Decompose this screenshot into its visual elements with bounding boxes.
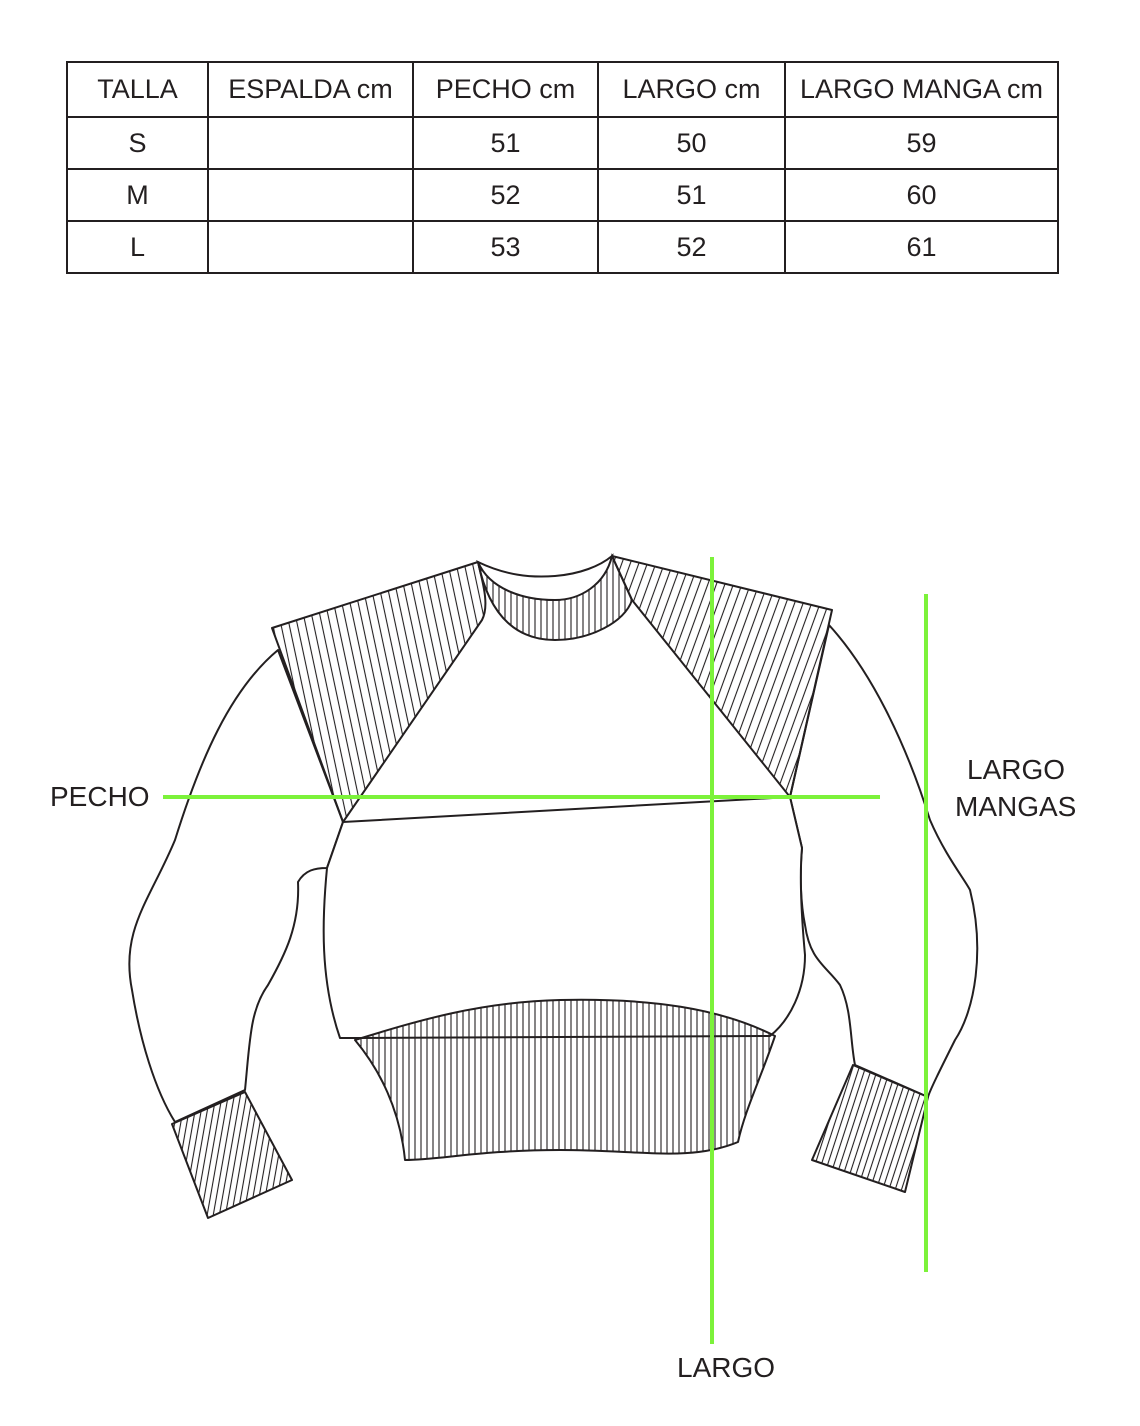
largo-mangas-label-line2: MANGAS [955, 791, 1077, 822]
header-largo: LARGO cm [598, 62, 785, 117]
cell-largo-manga: 59 [785, 117, 1058, 169]
cell-largo: 50 [598, 117, 785, 169]
cell-pecho: 52 [413, 169, 598, 221]
header-largo-manga: LARGO MANGA cm [785, 62, 1058, 117]
cell-largo-manga: 60 [785, 169, 1058, 221]
cell-talla: L [67, 221, 208, 273]
cell-pecho: 51 [413, 117, 598, 169]
cell-talla: M [67, 169, 208, 221]
cell-pecho: 53 [413, 221, 598, 273]
largo-label: LARGO [677, 1352, 776, 1383]
header-talla: TALLA [67, 62, 208, 117]
header-espalda: ESPALDA cm [208, 62, 413, 117]
cell-largo: 51 [598, 169, 785, 221]
right-sleeve [790, 625, 977, 1097]
cell-largo-manga: 61 [785, 221, 1058, 273]
pecho-label: PECHO [50, 781, 150, 812]
largo-mangas-label-line1: LARGO [967, 754, 1066, 785]
right-raglan-panel [612, 556, 832, 797]
cell-talla: S [67, 117, 208, 169]
cell-largo: 52 [598, 221, 785, 273]
header-pecho: PECHO cm [413, 62, 598, 117]
